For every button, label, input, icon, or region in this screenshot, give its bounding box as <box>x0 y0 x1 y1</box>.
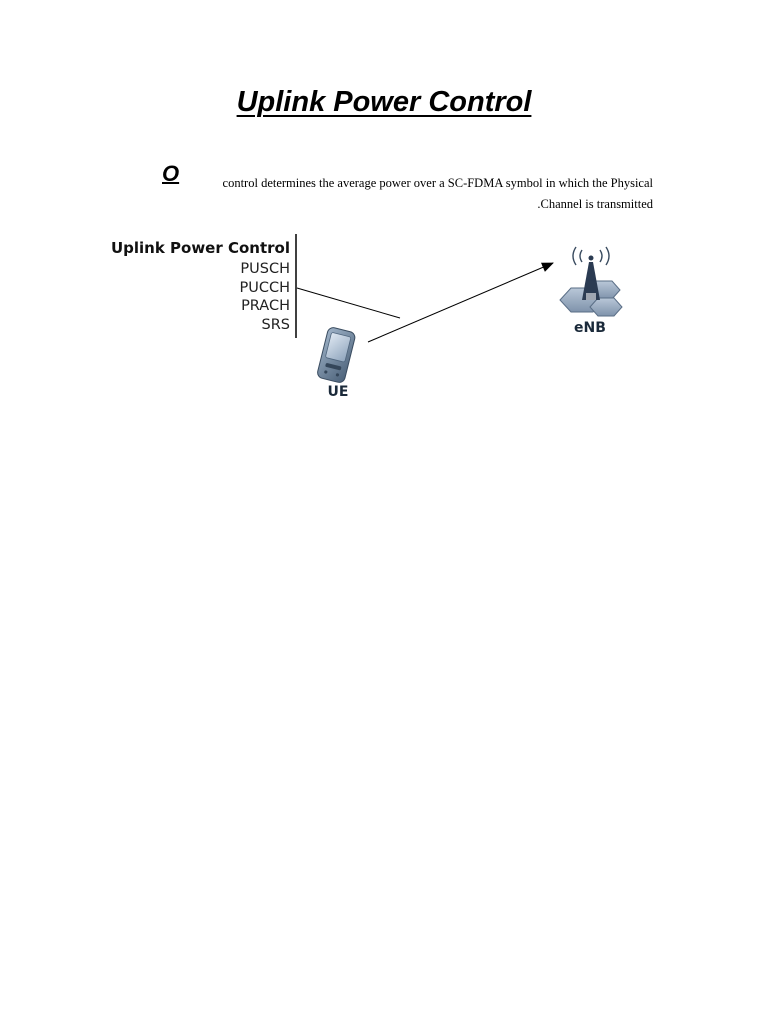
callout-line <box>297 288 400 318</box>
channel-item: PUSCH <box>240 261 290 277</box>
bullet-glyph: O <box>162 161 180 186</box>
paragraph-line-2: .Channel is transmitted <box>537 197 653 211</box>
paragraph-line-1: control determines the average power over a SC-FDMA symbol in which the Physical <box>222 176 653 190</box>
channel-item: PRACH <box>241 298 290 314</box>
channel-item: SRS <box>261 317 290 333</box>
page-title: Uplink Power Control <box>236 86 532 118</box>
channel-list-heading: Uplink Power Control <box>110 239 290 257</box>
base-station-icon <box>560 247 622 316</box>
handheld-device-icon <box>316 326 356 383</box>
enb-label: eNB <box>574 320 606 336</box>
uplink-arrow <box>368 263 553 342</box>
channel-item: PUCCH <box>239 280 290 296</box>
ue-label: UE <box>327 384 349 400</box>
